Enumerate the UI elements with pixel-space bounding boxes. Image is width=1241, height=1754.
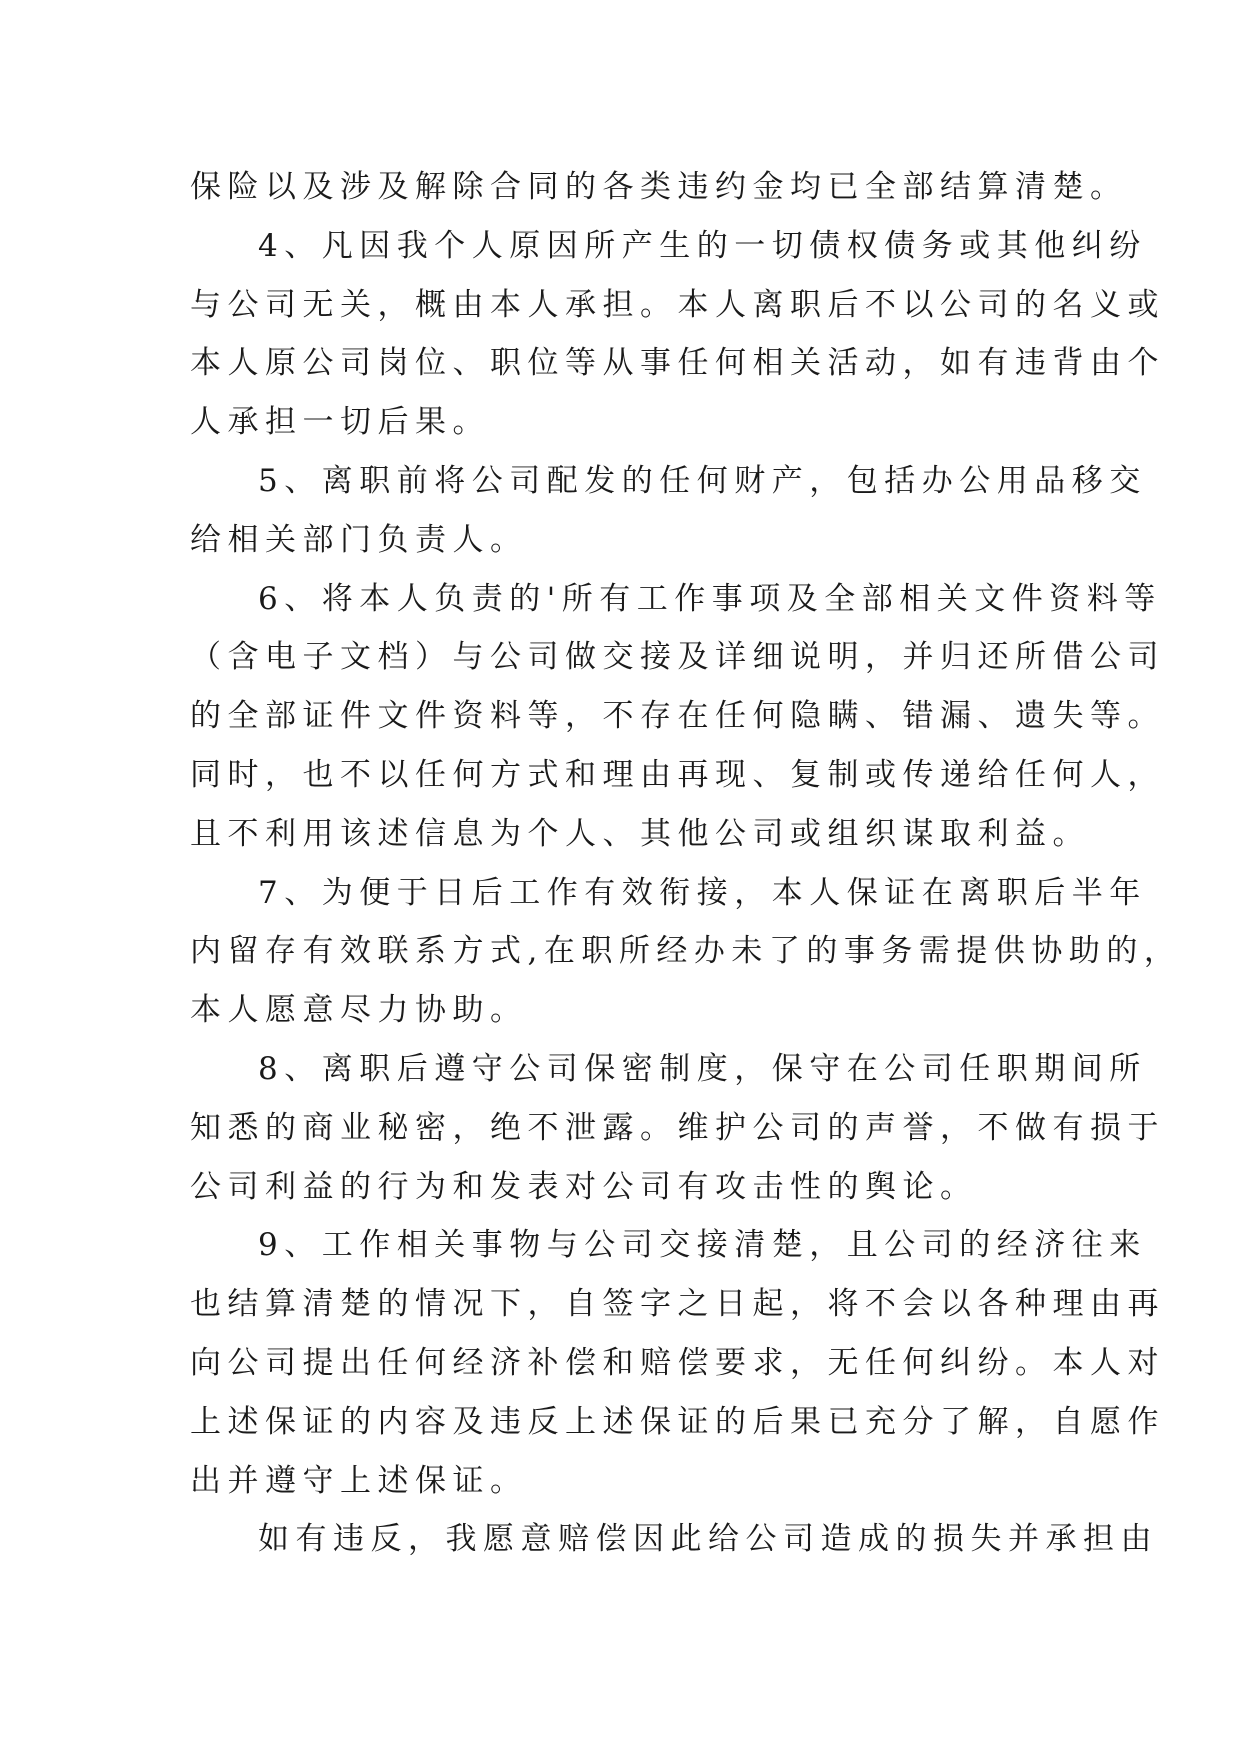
text-line: 向公司提出任何经济补偿和赔偿要求，无任何纠纷。本人对 <box>190 1344 1165 1381</box>
text-line: 也结算清楚的情况下，自签字之日起，将不会以各种理由再 <box>190 1286 1165 1323</box>
text-line: 上述保证的内容及违反上述保证的后果已充分了解，自愿作 <box>190 1403 1165 1440</box>
text-line: 5、离职前将公司配发的任何财产，包括办公用品移交 <box>258 462 1147 499</box>
text-line: 与公司无关，概由本人承担。本人离职后不以公司的名义或 <box>190 286 1165 323</box>
text-line: 4、凡因我个人原因所产生的一切债权债务或其他纠纷 <box>258 227 1147 264</box>
text-line: 给相关部门负责人。 <box>190 521 528 558</box>
text-line: 人承担一切后果。 <box>190 404 490 441</box>
text-line: 本人原公司岗位、职位等从事任何相关活动，如有违背由个 <box>190 345 1165 382</box>
text-line: 7、为便于日后工作有效衔接，本人保证在离职后半年 <box>258 874 1147 911</box>
text-line: 知悉的商业秘密，绝不泄露。维护公司的声誉，不做有损于 <box>190 1109 1165 1146</box>
text-line: （含电子文档）与公司做交接及详细说明，并归还所借公司 <box>190 639 1165 676</box>
text-line: 保险以及涉及解除合同的各类违约金均已全部结算清楚。 <box>190 169 1128 205</box>
text-line: 同时，也不以任何方式和理由再现、复制或传递给任何人， <box>190 756 1165 793</box>
document-body <box>190 158 1182 1569</box>
text-line: 9、工作相关事物与公司交接清楚，且公司的经济往来 <box>258 1227 1147 1264</box>
text-line: 且不利用该述信息为个人、其他公司或组织谋取利益。 <box>190 815 1090 852</box>
text-line: 的全部证件文件资料等，不存在任何隐瞒、错漏、遗失等。 <box>190 698 1165 735</box>
text-line: 公司利益的行为和发表对公司有攻击性的舆论。 <box>190 1168 978 1205</box>
text-line: 8、离职后遵守公司保密制度，保守在公司任职期间所 <box>258 1050 1147 1087</box>
text-line: 6、将本人负责的'所有工作事项及全部相关文件资料等 <box>258 580 1162 617</box>
text-line: 本人愿意尽力协助。 <box>190 992 528 1029</box>
text-line: 内留存有效联系方式,在职所经办未了的事务需提供协助的， <box>190 933 1182 970</box>
text-line: 出并遵守上述保证。 <box>190 1462 528 1499</box>
text-line: 如有违反，我愿意赔偿因此给公司造成的损失并承担由 <box>258 1521 1158 1558</box>
